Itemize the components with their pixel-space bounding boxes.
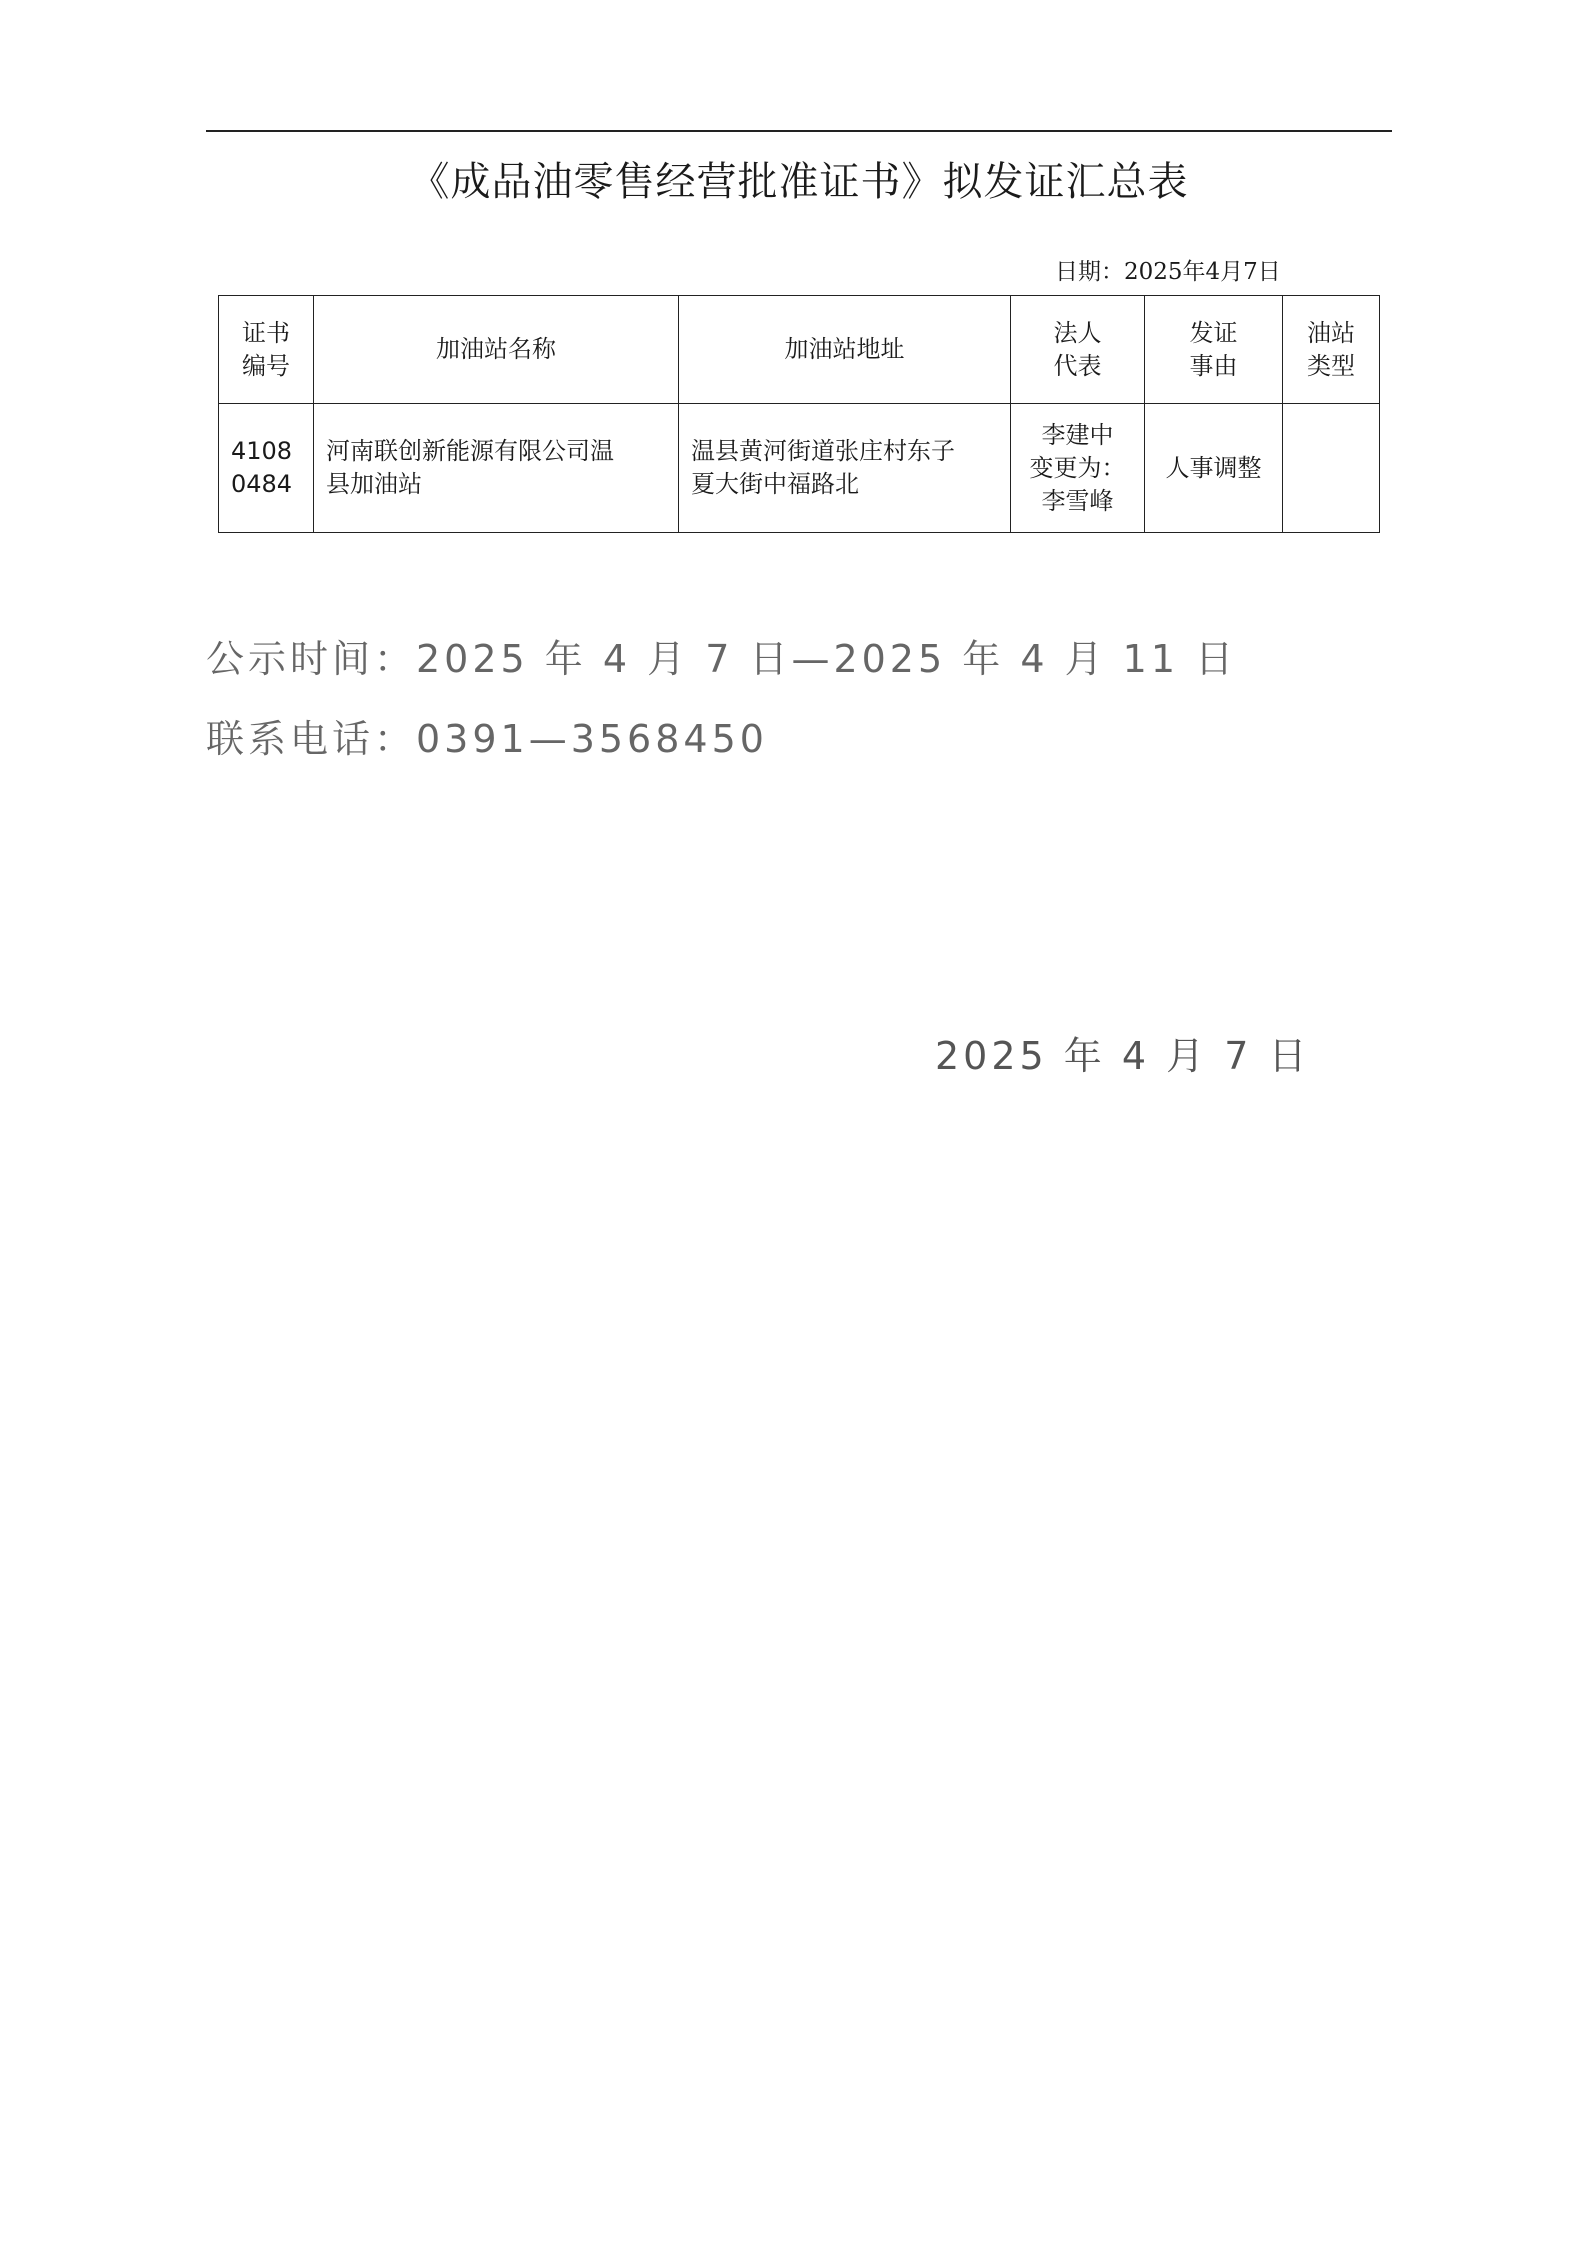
cell-station-type [1283, 404, 1380, 533]
signature-date: 2025 年 4 月 7 日 [935, 1034, 1311, 1078]
header-reason: 发证 事由 [1145, 296, 1283, 404]
cell-legal-rep: 李建中 变更为： 李雪峰 [1011, 404, 1145, 533]
cell-station-name: 河南联创新能源有限公司温 县加油站 [314, 404, 679, 533]
table-header-row [219, 296, 1380, 404]
certificate-summary-table [218, 295, 1380, 533]
document-date: 日期：2025年4月7日 [1055, 259, 1281, 285]
notice-phone: 联系电话：0391—3568450 [206, 717, 768, 761]
header-station-name: 加油站名称 [314, 296, 679, 404]
document-title: 《成品油零售经营批准证书》拟发证汇总表 [409, 159, 1189, 205]
cell-cert-no: 4108 0484 [219, 404, 314, 533]
header-cert-no: 证书 编号 [219, 296, 314, 404]
cell-station-address: 温县黄河街道张庄村东子 夏大街中福路北 [679, 404, 1011, 533]
header-station-address: 加油站地址 [679, 296, 1011, 404]
cell-reason: 人事调整 [1145, 404, 1283, 533]
table-row [219, 404, 1380, 533]
notice-period: 公示时间：2025 年 4 月 7 日—2025 年 4 月 11 日 [206, 637, 1238, 681]
header-station-type: 油站 类型 [1283, 296, 1380, 404]
header-rule [206, 130, 1392, 132]
header-legal-rep: 法人 代表 [1011, 296, 1145, 404]
